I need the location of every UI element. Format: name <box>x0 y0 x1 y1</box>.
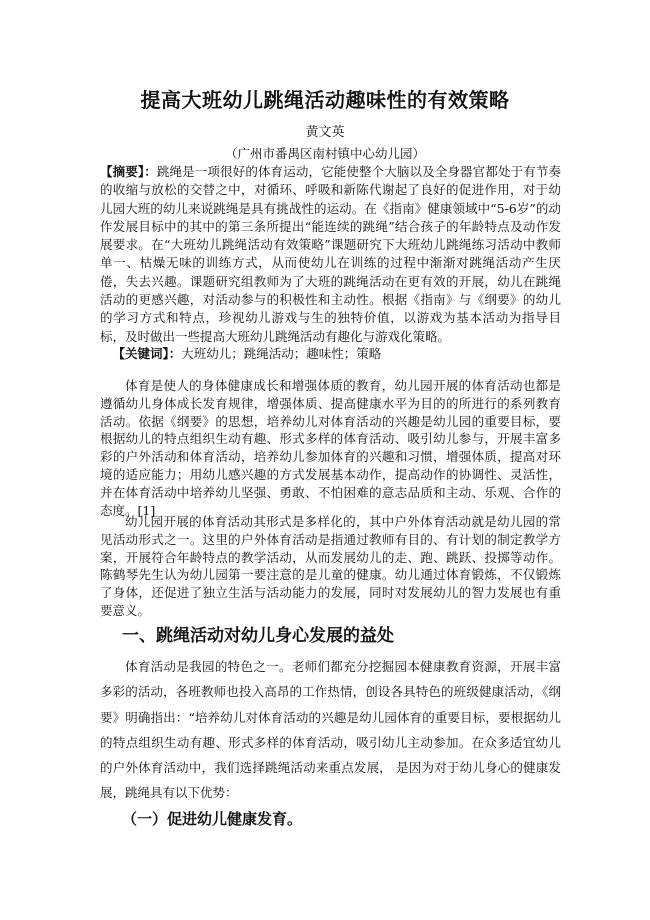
abstract-label: 【摘要】： <box>100 164 157 179</box>
subsection-heading-1: （一）促进幼儿健康发育。 <box>122 810 303 828</box>
author-affiliation: （广州市番禺区南村镇中心幼儿园） <box>224 146 425 161</box>
body-paragraph-3: 体育活动是我园的特色之一。老师们都充分挖掘园本健康教育资源，开展丰富多彩的活动，各班教师也投入高昂的工作热情，创设各具特色的班级健康活动，《纲要》明确指出：“培养幼儿对体育活动的兴趣是幼儿园体育的重要目标，要根据幼儿的特点组织生动有趣、形式多样的体育活动，吸引幼儿主动参加。在众多适宜幼儿的户外体育活动中，我们选择跳绳活动来重点发展， 是因为对于幼儿身心的健康发展，跳绳具有以下优势： <box>100 659 561 801</box>
keywords-text: 大班幼儿；跳绳活动；趣味性；策略 <box>181 346 382 361</box>
body-paragraph-2: 幼儿园开展的体育活动其形式是多样化的，其中户外体育活动就是幼儿园的常见活动形式之一。这里的户外体育活动是指通过教师有目的、有计划的制定教学方案，开展符合年龄特点的教学活动，从而发展幼儿的走、跑、跳跃、投掷等动作。陈鹤琴先生认为幼儿园第一要注意的是儿童的健康。幼儿通过体育锻炼，不仅锻炼了身体，还促进了独立生活与活动能力的发展，同时对发展幼儿的智力发展也有重要意义。 <box>100 514 561 618</box>
keywords-label: 【关键词】： <box>112 346 182 361</box>
author-name: 黄文英 <box>305 125 345 140</box>
body-paragraph-1: 体育是使人的身体健康成长和增强体质的教育，幼儿园开展的体育活动也都是遵循幼儿身体成长发育规律，增强体质、提高健康水平为目的的所进行的系列教育活动。依据《纲要》的思想，培养幼儿对体育活动的兴趣是幼儿园的重要目标，要根据幼儿的特点组织生动有趣、形式多样的体育活动、吸引幼儿参与，开展丰富多彩的户外活动和体育活动，培养幼儿参加体育的兴趣和习惯，增强体质，提高对环境的适应能力；用幼儿感兴趣的方式发展基本动作，提高动作的协调性、灵活性，并在体育活动中培养幼儿坚强、勇敢、不怕困难的意志品质和主动、乐观、合作的态度。[1] <box>100 378 561 518</box>
section-heading-1: 一、跳绳活动对幼儿身心发展的益处 <box>122 626 394 646</box>
paper-title: 提高大班幼儿跳绳活动趣味性的有效策略 <box>140 88 510 112</box>
abstract-text: 跳绳是一项很好的体育运动，它能使整个大脑以及全身器官都处于有节奏的收缩与放松的交替之中，对循环、呼吸和新陈代谢起了良好的促进作用，对于幼儿园大班的幼儿来说跳绳是具有挑战性的运动。在《指南》健康领域中“5-6岁”的动作发展目标中的其中的第三条所提出“能连续的跳绳”结合孩子的年龄特点及动作发展要求。在“大班幼儿跳绳活动有效策略”课题研究下大班幼儿跳绳练习活动中教师单一、枯燥无味的训练方式，从而使幼儿在训练的过程中渐渐对跳绳活动产生厌倦，失去兴趣。课题研究组教师为了大班的跳绳活动在更有效的开展，幼儿在跳绳活动的更感兴趣，对活动参与的积极性和主动性。根据《指南》与《纲要》的幼儿的学习方式和特点，珍视幼儿游戏与生的独特价值，以游戏为基本活动为指导目标，及时做出一些提高大班幼儿跳绳活动有趣化与游戏化策略。 <box>100 164 561 344</box>
keywords <box>100 345 561 363</box>
abstract <box>100 163 561 346</box>
